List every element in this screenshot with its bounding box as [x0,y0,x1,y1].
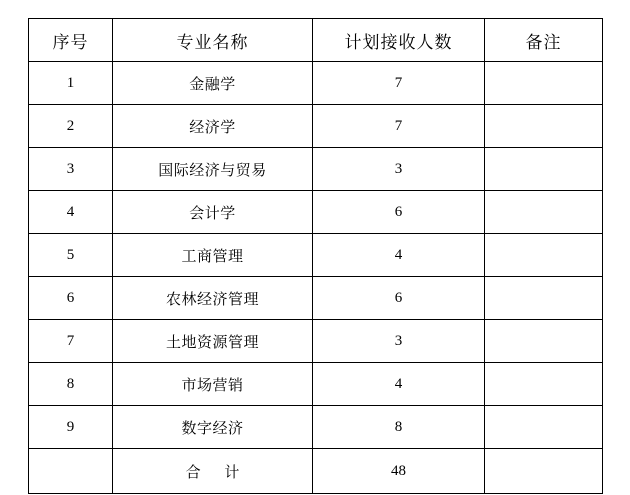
total-count: 48 [313,449,485,494]
cell-no: 8 [29,363,113,406]
cell-count: 7 [313,62,485,105]
cell-count: 4 [313,363,485,406]
cell-no: 6 [29,277,113,320]
cell-no: 1 [29,62,113,105]
cell-no: 4 [29,191,113,234]
table-row [29,277,603,320]
table-total-row [29,449,603,494]
column-header-count: 计划接收人数 [313,19,485,62]
cell-count: 7 [313,105,485,148]
cell-note [485,449,603,494]
cell-major: 会计学 [113,191,313,234]
column-header-major: 专业名称 [113,19,313,62]
cell-no [29,449,113,494]
table-row [29,320,603,363]
cell-major: 市场营销 [113,363,313,406]
cell-count: 3 [313,148,485,191]
cell-major: 金融学 [113,62,313,105]
table-row [29,406,603,449]
cell-note [485,234,603,277]
table-row [29,148,603,191]
column-header-no: 序号 [29,19,113,62]
cell-note [485,320,603,363]
cell-note [485,105,603,148]
cell-count: 4 [313,234,485,277]
column-header-note: 备注 [485,19,603,62]
cell-count: 6 [313,191,485,234]
cell-major: 经济学 [113,105,313,148]
table-body [29,62,603,494]
cell-note [485,191,603,234]
table-row [29,363,603,406]
admission-plan-table [28,18,603,494]
cell-note [485,406,603,449]
cell-major: 国际经济与贸易 [113,148,313,191]
cell-note [485,277,603,320]
table-row [29,234,603,277]
cell-no: 7 [29,320,113,363]
cell-major: 土地资源管理 [113,320,313,363]
total-label: 合 计 [113,449,313,494]
cell-no: 9 [29,406,113,449]
cell-note [485,363,603,406]
cell-major: 农林经济管理 [113,277,313,320]
cell-count: 3 [313,320,485,363]
cell-major: 工商管理 [113,234,313,277]
cell-no: 2 [29,105,113,148]
table-row [29,62,603,105]
table-header [29,19,603,62]
cell-no: 5 [29,234,113,277]
cell-note [485,148,603,191]
cell-count: 6 [313,277,485,320]
table-row [29,105,603,148]
cell-count: 8 [313,406,485,449]
cell-major: 数字经济 [113,406,313,449]
table-header-row [29,19,603,62]
cell-note [485,62,603,105]
table-row [29,191,603,234]
cell-no: 3 [29,148,113,191]
